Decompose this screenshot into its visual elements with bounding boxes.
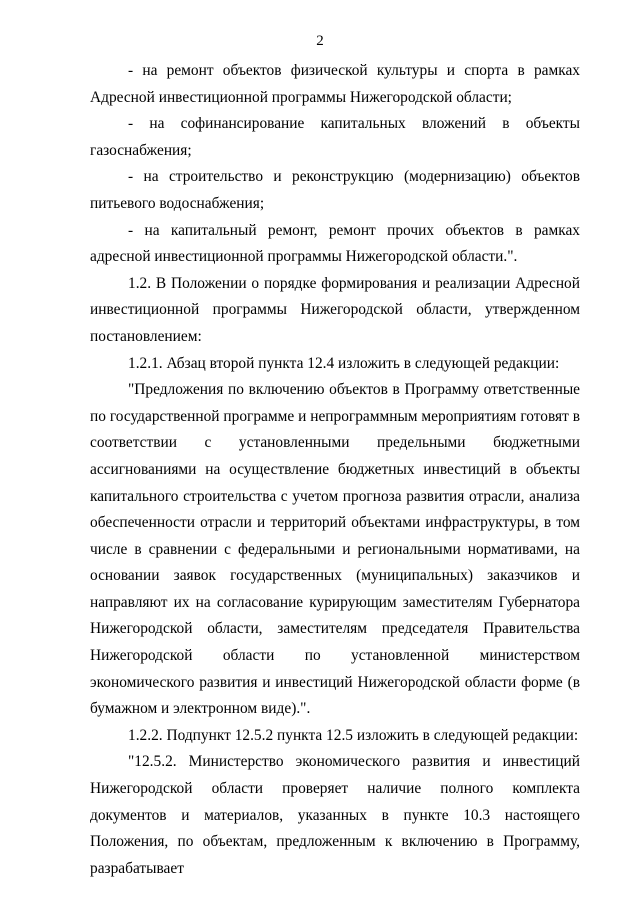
document-body	[90, 58, 580, 882]
paragraph-gas-supply: - на софинансирование капитальных вложений в объекты газоснабжения;	[90, 115, 580, 159]
paragraph-proposals-text: "Предложения по включению объектов в Программу ответственные по государственной программе и непрограммным мероприятиям готовят в соответствии с установленными предельными бюджетными ассигнованиями на осуществление бюджетных инвестиций в объекты капитального строительства с учетом прогноза развития отрасли, анализа обеспеченности отрасли и территорий объектами инфраструктуры, в том числе в сравнении с федеральными и региональными нормативами, на основании заявок государственных (муниципальных) заказчиков и направляют их на согласование курирующим заместителям Губернатора Нижегородской области, заместителям председателя Правительства Нижегородской области по установленной министерством экономического развития и инвестиций Нижегородской области форме (в бумажном и электронном виде).".	[90, 381, 580, 718]
page-number: 2	[316, 33, 324, 49]
paragraph-12-5-2-text: "12.5.2. Министерство экономического развития и инвестиций Нижегородской области проверяет наличие полного комплекта документов и материалов, указанных в пункте 10.3 настоящего Положения, по объектам, предложенным к включению в Программу, разрабатывает	[90, 753, 580, 877]
paragraph-1-2: 1.2. В Положении о порядке формирования и реализации Адресной инвестиционной программы Нижегородской области, утвержденном постановлением:	[90, 274, 580, 345]
paragraph-1-2-1: 1.2.1. Абзац второй пункта 12.4 изложить в следующей редакции:	[128, 354, 560, 372]
paragraph-capital-repair: - на капитальный ремонт, ремонт прочих объектов в рамках адресной инвестиционной программы Нижегородской области.".	[90, 221, 580, 266]
paragraph-1-2-2: 1.2.2. Подпункт 12.5.2 пункта 12.5 изложить в следующей редакции:	[128, 726, 579, 744]
paragraph-sport-repair: - на ремонт объектов физической культуры и спорта в рамках Адресной инвестиционной программы Нижегородской области;	[90, 62, 580, 106]
paragraph-water-supply: - на строительство и реконструкцию (модернизацию) объектов питьевого водоснабжения;	[90, 168, 580, 212]
